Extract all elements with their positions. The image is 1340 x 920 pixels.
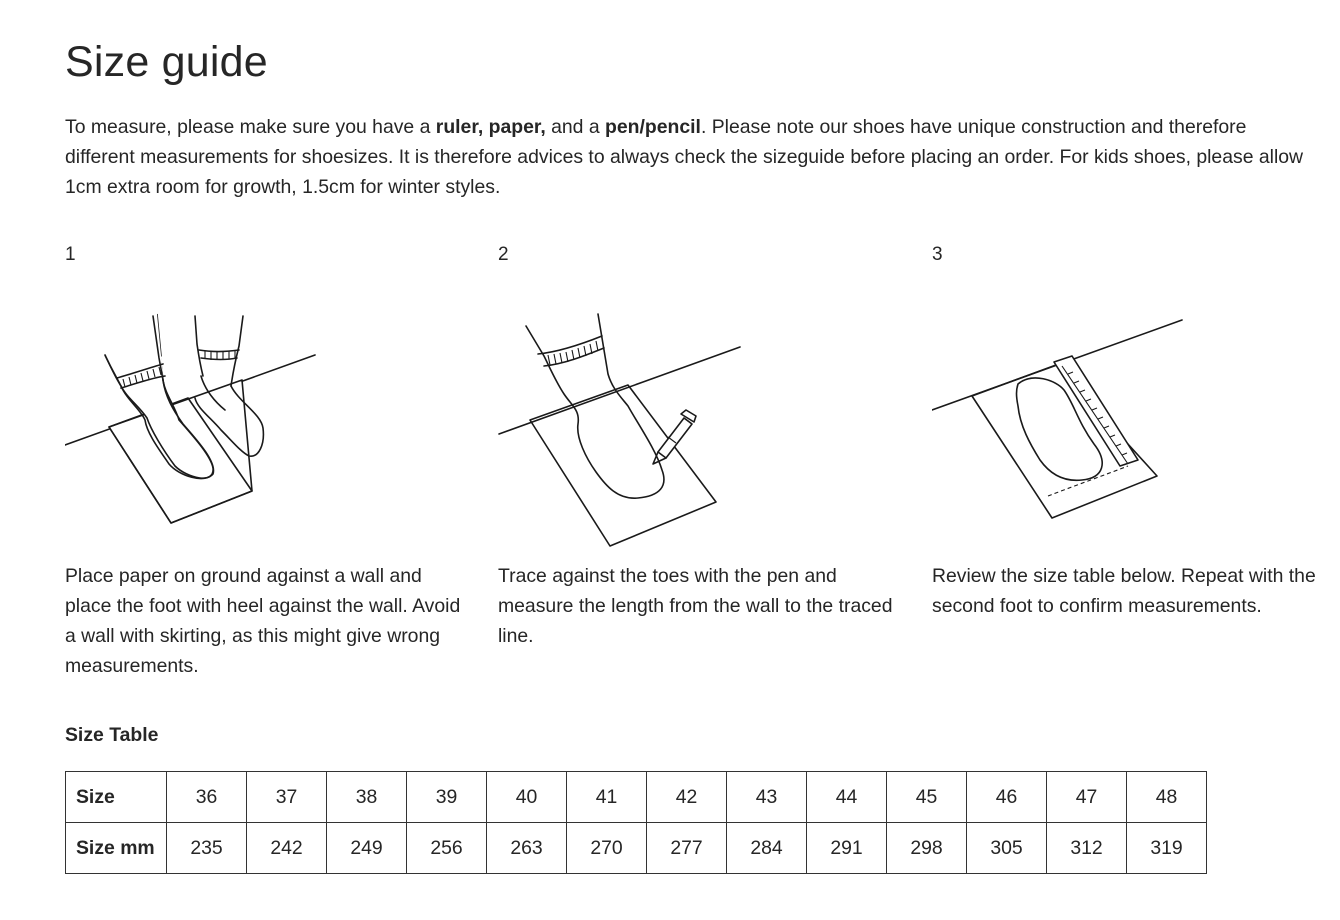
table-row [66, 772, 1207, 823]
table-cell: 41 [567, 772, 647, 823]
table-cell: 37 [247, 772, 327, 823]
table-cell: 242 [247, 823, 327, 874]
ruler-measure-illustration [932, 310, 1202, 555]
row-label: Size [66, 772, 167, 823]
feet-on-paper-illustration [65, 310, 335, 555]
table-cell: 263 [487, 823, 567, 874]
intro-text-3: . Please note our shoes have unique construction and therefore different measurements for shoesizes. It is therefore advices to always check the sizeguide before placing an order. For kids shoes, please allow 1cm extra room for growth, 1.5cm for winter styles. [65, 116, 1304, 198]
intro-text-1: To measure, please make sure you have a [65, 116, 436, 138]
table-cell: 312 [1047, 823, 1127, 874]
step-description: Place paper on ground against a wall and place the foot with heel against the wall. Avoid a wall with skirting, as this might give wrong measurements. [65, 565, 461, 677]
intro-bold-tools: ruler, paper, [435, 116, 546, 138]
table-cell: 40 [487, 772, 567, 823]
table-cell: 43 [727, 772, 807, 823]
table-cell: 36 [167, 772, 247, 823]
row-label: Size mm [66, 823, 167, 874]
table-cell: 298 [887, 823, 967, 874]
table-cell: 38 [327, 772, 407, 823]
table-cell: 44 [807, 772, 887, 823]
table-row [66, 823, 1207, 874]
size-table [65, 771, 1207, 874]
table-cell: 270 [567, 823, 647, 874]
table-cell: 249 [327, 823, 407, 874]
intro-paragraph [65, 112, 1315, 202]
table-cell: 284 [727, 823, 807, 874]
table-cell: 256 [407, 823, 487, 874]
intro-text-2: and a [545, 116, 606, 138]
step-1 [65, 240, 465, 677]
step-3 [932, 240, 1332, 617]
step-number: 2 [498, 244, 509, 265]
intro-bold-pen: pen/pencil [605, 116, 701, 138]
tracing-foot-illustration [498, 310, 768, 555]
table-cell: 46 [967, 772, 1047, 823]
step-number: 3 [932, 244, 943, 265]
table-cell: 305 [967, 823, 1047, 874]
table-cell: 235 [167, 823, 247, 874]
step-description: Trace against the toes with the pen and measure the length from the wall to the traced line. [498, 565, 893, 647]
table-cell: 42 [647, 772, 727, 823]
step-2 [498, 240, 898, 647]
table-cell: 45 [887, 772, 967, 823]
table-cell: 291 [807, 823, 887, 874]
table-cell: 48 [1127, 772, 1207, 823]
size-table-heading: Size Table [65, 724, 159, 746]
page-title: Size guide [65, 38, 268, 86]
table-cell: 277 [647, 823, 727, 874]
table-cell: 39 [407, 772, 487, 823]
step-description: Review the size table below. Repeat with the second foot to confirm measurements. [932, 565, 1316, 617]
table-cell: 47 [1047, 772, 1127, 823]
table-cell: 319 [1127, 823, 1207, 874]
step-number: 1 [65, 244, 76, 265]
